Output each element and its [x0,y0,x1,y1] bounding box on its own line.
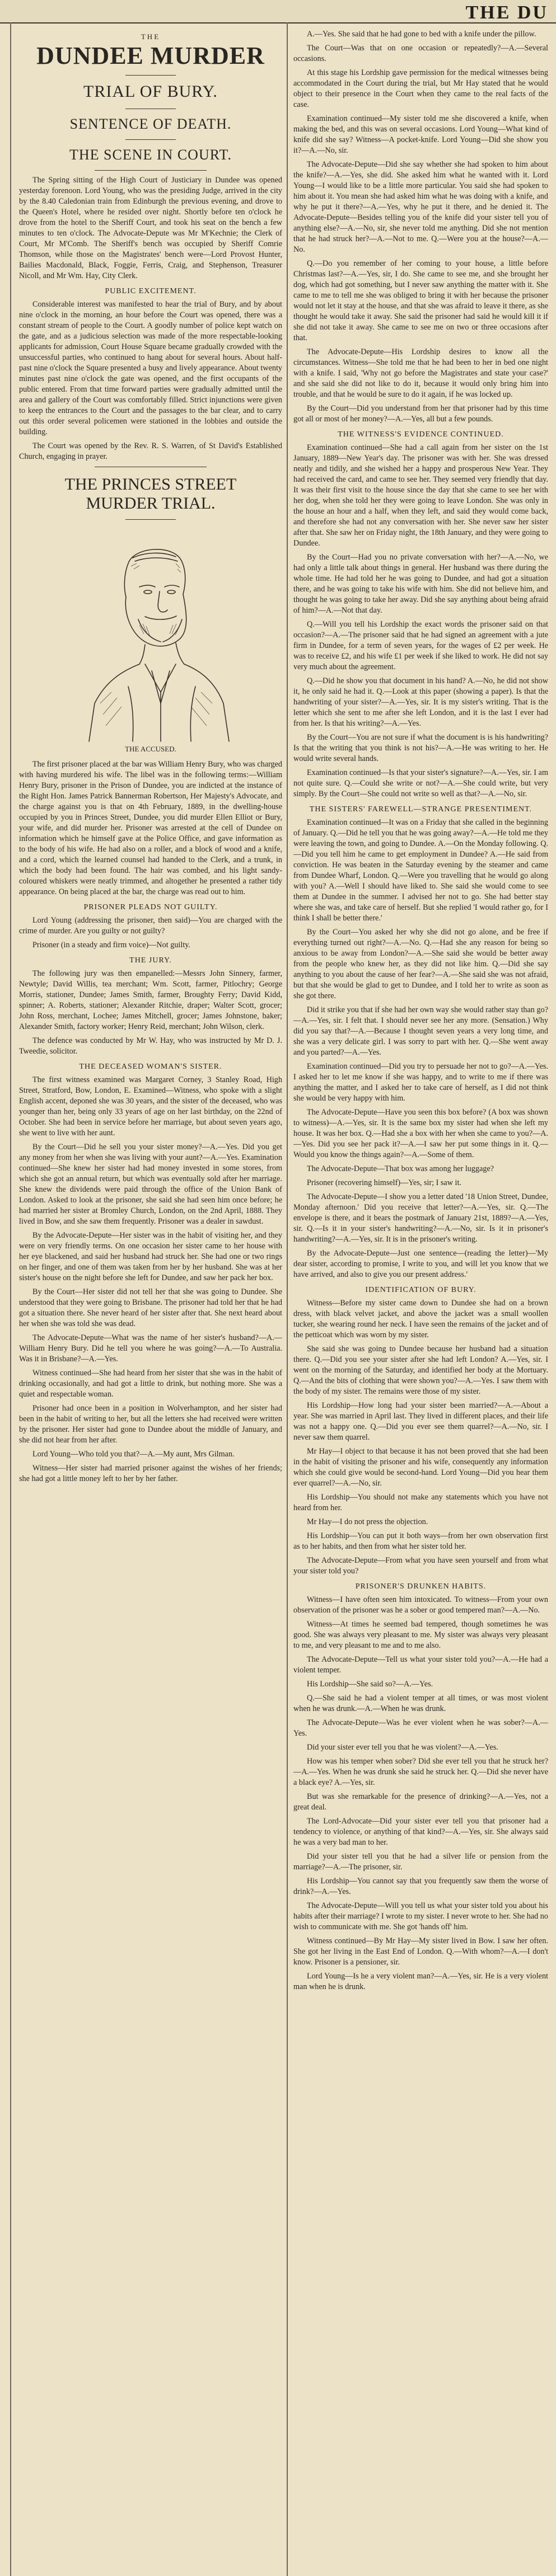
subhead-sentence: SENTENCE OF DEATH. [69,115,232,132]
body-paragraph: Did your sister tell you that he had a silver life or pension from the marriage?—A.—The prisoner, sir. [293,1852,548,1872]
body-paragraph: By the Court—You asked her why she did not go alone, and be free if everything turned out right?—A.—No. Q.—Had she any reason for being so anxious to be away from London?—A.—She said she would be better away from the people who knew her, as they did not like him. Q.—Did she say anything to you about the cause of her fear?—A.—She said she was not afraid, but that she would be glad to get to Dundee, and I told her to write as soon as she got there. [293,928,548,1000]
body-paragraph: The Advocate-Depute—Tell us what your sister told you?—A.—He had a violent temper. [293,1655,548,1675]
section-heading: IDENTIFICATION OF BURY. [365,1286,476,1294]
body-paragraph: The following jury was then empanelled:—Messrs John Sinnery, farmer, Newtyle; David Willis, tea merchant; Wm. Scott, farmer, Pitlochry; George Morris, stationer, Dundee; James Smith, farmer, Broughty Ferry; David Kidd, spinner; A. Roberts, stationer; Alexander Ritchie, draper; Walter Scott, grocer; John Ross, merchant, Lochee; James Mitchell, grocer; James Johnstone, baker; Alexander Smith, factory worker; Henry Reid, merchant; John Wilson, clerk. [19,969,282,1031]
body-paragraph: By the Court—Had you no private conversation with her?—A.—No, we had only a little talk about things in general. Her husband was there during the whole time. He had told her he was going to Dundee, and had got a situation there, and he was going to take his wife with him. She did not believe him, and thought he was going to take her away. Did she say anything about being afraid of him?—A.—Not that day. [293,553,548,615]
masthead [0,0,556,23]
body-paragraph: The defence was conducted by Mr W. Hay, who was instructed by Mr D. J. Tweedie, solicitor. [19,1036,282,1056]
body-paragraph: The first prisoner placed at the bar was William Henry Bury, who was charged with having murdered his wife. The libel was in the following terms:—William Henry Bury, prisoner in the Prison of Dundee, you are indicted at the instance of the Right Hon. James Patrick Bannerman Robertson, Her Majesty's Advocate, and the charge against you is that on 4th February, 1889, in the dwelling-house occupied by you in Princes Street, Dundee, you did murder Ellen Elliot or Bury, your wife, and did murder her. Prisoner was arrested at the cell of Dundee on information which he himself gave at the Police Office, and gave information as to the body of his wife. He had also on a roller, and a block of wood and a knife, and a cord, which the learned counsel had handed to the Clerk, and a trunk, in which the body had been found. The hair was combed, and his light sandy-coloured whiskers were neatly trimmed, and altogether he presented a rather tidy appearance. On being placed at the bar, the charge was read out to him. [19,759,282,896]
divider [125,75,176,76]
body-paragraph: By the Court—You are not sure if what the document is is his handwriting? Is that the writing that you think is not his?—A.—He was writing to her. He would write several hands. [293,733,548,763]
body-paragraph: The Lord-Advocate—Did your sister ever tell you that prisoner had a tendency to violence, or anything of that kind?—A.—Yes, sir. She always said he was a very bad man to her. [293,1817,548,1847]
body-paragraph: Q.—Will you tell his Lordship the exact words the prisoner said on that occasion?—A.—The prisoner said that he had signed an agreement with a jute firm in Dundee, for a term of seven years, for the wages of £2 per week. He was to receive £2, and his wife £1 per week if she liked to work. He did not say very much about the agreement. [293,620,548,671]
body-paragraph: The Advocate-Depute—What was the name of her sister's husband?—A.—William Henry Bury. Did he tell you where he was going?—A.—To Australia. Was it in Brisbane?—A.—Yes. [19,1333,282,1364]
body-paragraph: By the Advocate-Depute—Just one sentence—(reading the letter)—'My dear sister, according to promise, I write to you, and will let you know that we have arrived, and also to give you our present address.' [293,1249,548,1279]
body-paragraph: The Advocate-Depute—I show you a letter dated '18 Union Street, Dundee, Monday afternoon.' Did you receive that letter?—A.—Yes, sir. Q.—The envelope is there, and it bears the postmark of January 21st, 1889?—A.—Yes, sir. Q.—Is it in your sister's handwriting?—A.—No, sir. Is it in prisoner's handwriting?—A.—Yes, sir. It is in the prisoner's writing. [293,1192,548,1244]
accused-section [19,759,282,897]
section-heading-sister: THE DECEASED WOMAN'S SISTER. [79,1062,222,1071]
trial-title-line2: MURDER TRIAL. [86,494,216,513]
body-paragraph: Examination continued—Did you try to persuade her not to go?—A.—Yes. I asked her to let me know if she was happy, and to write to me if there was anything the matter, and I asked her to take care of herself, as I did not think she would be very happy with him. [293,1062,548,1103]
body-paragraph: The Advocate-Depute—Did she say whether she had spoken to him about the knife?—A.—Yes, she did. She asked him what he wanted with it. Lord Young—I would like to be a little more particular. You said she had spoken to him about it. You mean she had asked him what he was doing with a knife, and why he put it there?—A.—Yes, why he put it there, and he denied it. The Advocate-Depute—Besides telling you of the knife did your sister tell you of anything else?—A.—No, sir, she never told me anything. Did she not mention that he had struck her?—A.—Not to me. Q.—Were you at the house?—A.—No. [293,160,548,254]
body-paragraph: By the Court—Did he sell you your sister money?—A.—Yes. Did you get any money from her when she was living with your aunt?—A.—Yes. Examination continued—She knew her sister had had money invested in some stores, from which she got an annual return, but which was eventually sold after her marriage. She knew the dividends were paid through the office of the Union Bank of London. Asked to look at the prisoner, she said she had seen him once before; he had married her sister at Bromley Church, London, on the 2nd April, 1888. They lived in Bow, and she saw them frequently. Prisoner was a dealer in sawdust. [19,1142,282,1226]
body-paragraph: Q.—She said he had a violent temper at all times, or was most violent when he was drunk.—A.—When he was drunk. [293,1694,548,1713]
body-paragraph: The first witness examined was Margaret Corney, 3 Stanley Road, High Street, Stratford, Bow, London, E. Examined—Witness, who spoke with a slight English accent, deponed she was 30 years, and the sister of the deceased, who was younger than her, being only 33 years of age on her last birthday, on the 22nd of October. She had been in service before her marriage, but about seven years ago, she went to live with her aunt. [19,1075,282,1137]
body-paragraph: His Lordship—You can put it both ways—from her own observation first as to her habits, and then from what her sister told her. [293,1531,548,1551]
sister-testimony-section [19,1075,282,1484]
body-paragraph: The Advocate-Depute—Will you tell us what your sister told you about his habits after their marriage? I wrote to my sister. I never wrote to her. She had no wish to communicate with me. She got 'hands off' him. [293,1901,548,1931]
body-paragraph: Lord Young (addressing the prisoner, then said)—You are charged with the crime of murder. Are you guilty or not guilty? [19,915,282,936]
body-paragraph: The Advocate-Depute—From what you have seen yourself and from what your sister told you? [293,1556,548,1576]
body-paragraph: Witness—Before my sister came down to Dundee she had on a brown dress, with black velvet jacket, and above the jacket was a small woollen tucker, she wearing round her neck. I have seen the remains of the jacket and of the petticoat which was worn by my sister. [293,1299,548,1339]
body-paragraph: Lord Young—Is he a very violent man?—A.—Yes, sir. He is a very violent man when he is drunk. [293,1972,548,1991]
column-rule-center [287,22,288,2576]
body-paragraph: Mr Hay—I do not press the objection. [307,1517,428,1526]
body-paragraph: How was his temper when sober? Did she ever tell you that he struck her?—A.—Yes. When he was drunk she said he struck her. Q.—Did she never have a black eye? A.—Yes, sir. [293,1757,548,1787]
body-paragraph: Witness continued—She had heard from her sister that she was in the habit of drinking occasionally, and had got a little to drink, but nothing more. She was a quiet and respectable woman. [19,1368,282,1399]
body-paragraph: But was she remarkable for the presence of drinking?—A.—Yes, not a great deal. [293,1792,548,1812]
body-paragraph: The Court was opened by the Rev. R. S. Warren, of St David's Established Church, engaging in prayer. [19,441,282,461]
body-paragraph: Did it strike you that if she had her own way she would rather stay than go?—A.—Yes, sir. I felt that. I should never see her any more. (Sensation.) Why did you say that?—A.—Because I thought seven years a very long time, and she was a very delicate girl. I was sorry to part with her. Q.—She went away and you parted?—A.—Yes. [293,1005,548,1057]
body-paragraph: The Advocate-Depute—Was he ever violent when he was sober?—A.—Yes. [293,1718,548,1738]
section-heading-plea: PRISONER PLEADS NOT GUILTY. [83,902,218,911]
body-paragraph: Prisoner (in a steady and firm voice)—Not guilty. [32,940,190,949]
body-paragraph: His Lordship—She said so?—A.—Yes. [307,1680,433,1689]
section-heading-jury: THE JURY. [129,956,172,965]
body-paragraph: She said she was going to Dundee because her husband had a situation there. Q.—Did you see your sister after she had left London? A.—Yes, sir. I went on the morning of the Saturday, and identified her body at the Mortuary. Q.—And the bits of clothing that were shown you?—A.—Yes. I saw them with the body of my sister. The remains were those of my sister. [293,1345,548,1396]
plea-section [19,915,282,951]
body-paragraph: Examination continued—She had a call again from her sister on the 1st January, 1889—New Year's day. The prisoner was with her. She was dressed neatly and tidily, and she wished her a happy and prosperous New Year. They had received the card, and came to see her. They seemed very friendly that day. It was their first visit to the house since the day that she came to see her with her dog, when she told her they were going to leave London. She was only in the house an hour and a half, when they left, and said they would come back, and therefore she had not any conversation with her. She never saw her sister after that. She saw her on Friday night, the 18th January, and they were going to Dundee. [293,443,548,548]
masthead-title: THE DU [465,2,548,23]
divider [125,139,176,140]
body-paragraph: By the Court—Did you understand from her that prisoner had by this time got all or most of her money?—A.—Yes, all but a few pounds. [293,404,548,424]
body-paragraph: Q.—Did he show you that document in his hand? A.—No, he did not show it, he only said he had it. Q.—Look at this paper (showing a paper). Is that the handwriting of your sister?—A.—Yes, sir. It is my sister's writing. That is the letter which she sent to me after she left London, and it is the last I ever had from her. Is that his writing?—A.—Yes. [293,676,548,728]
divider [95,170,207,171]
body-paragraph: By the Advocate-Depute—Her sister was in the habit of visiting her, and they were on very friendly terms. On one occasion her sister came to her house with her eye blackened, and said her husband had struck her. She had one or two rings on her finger, and one of them was taken from her by her husband. She was at her sister's house on the night before she left for Dundee, and saw her pack her box. [19,1230,282,1282]
section-heading: THE SISTERS' FAREWELL—STRANGE PRESENTIMENT. [309,805,532,814]
body-paragraph: Did your sister ever tell you that he was violent?—A.—Yes. [307,1743,498,1752]
right-column [293,29,548,2569]
body-paragraph: The Advocate-Depute—That box was among her luggage? [307,1164,494,1173]
body-paragraph: A.—Yes. She said that he had gone to bed with a knife under the pillow. [307,30,536,39]
body-paragraph: The Court—Was that on one occasion or repeatedly?—A.—Several occasions. [293,44,548,63]
body-paragraph: Examination continued—My sister told me she discovered a knife, when making the bed, and this was on several occasions. Lord Young—What kind of knife did she say? Witness—A pocket-knife. Lord Young—Did she show you it?—A.—No, sir. [293,114,548,155]
body-paragraph: His Lordship—You should not make any statements which you have not heard from her. [293,1493,548,1512]
divider [125,519,176,520]
intro-section [19,175,282,281]
body-paragraph: The Advocate-Depute—His Lordship desires to know all the circumstances. Witness—She told me that he had been to her in bed one night with a knife. I said, 'Why not go before the Magistrates and state your case?' and she said she did not like to do it, because it would only bring him into trouble, and that he would be sure to do it again, if he was locked up. [293,347,548,399]
headline-article: THE [141,32,161,41]
body-paragraph: Considerable interest was manifested to hear the trial of Bury, and by about nine o'clock in the morning, an hour before the Court was opened, there was a constant stream of people to the Court. A goodly number of police kept watch on the gate, and as a judicious selection was made of the more respectable-looking applicants for admission, Court House Square became gradually crowded with the unsuccessful parties, who continued to hang about for several hours. About half-past nine o'clock the Square presented a busy and lively appearance. About twenty minutes past nine o'clock the gate was opened, and the first occupants of the public entered. From that time forward parties were gradually admitted until the area and gallery of the Court was comfortably filled. Strict injunctions were given to keep the entrances to the Court and the passages to the bar clear, and to carry out this order several policemen were stationed in the lobbies and outside the building. [19,299,282,436]
subhead-scene: THE SCENE IN COURT. [69,146,232,163]
body-paragraph: At this stage his Lordship gave permission for the medical witnesses being accommodated in the Court during the trial, but Mr Hay stated that he would object to their presence in the Court when they came to the real facts of the case. [293,68,548,109]
section-heading: PRISONER'S DRUNKEN HABITS. [355,1582,487,1591]
body-paragraph: Lord Young—Who told you that?—A.—My aunt, Mrs Gilman. [32,1449,235,1459]
column-rule-left [10,22,11,2576]
headline: DUNDEE MURDER [36,42,265,69]
body-paragraph: The Spring sitting of the High Court of Justiciary in Dundee was opened yesterday forenoon. Lord Young, who was the presiding Judge, arrived in the city by the 8.40 Caledonian train from Edinburgh the previous evening, and drove to the Queen's Hotel, where he resided over night. Shortly before ten o'clock he drove from the hotel to the Sheriff Court, and took his seat on the bench a few minutes to ten o'clock. The Advocate-Depute was Mr M'Kechnie; the Clerk of Court, Mr M'Comb. The Sheriff's bench was occupied by Sheriff Comrie Thomson, while those on the Magistrates' bench were—Lord Provost Hunter, Bailies Macdonald, Black, Foggie, Ferris, Craig, and Stephenson, Treasurer Nicoll, and Mr Wm. Hay, City Clerk. [19,175,282,280]
body-paragraph: His Lordship—You cannot say that you frequently saw them the worse of drink?—A.—Yes. [293,1877,548,1896]
body-paragraph: Witness—At times he seemed bad tempered, though sometimes he was good. She was always very pleasant to me. My sister was always very pleasant to me, and very pleasant to me and to me also. [293,1620,548,1650]
body-paragraph: His Lordship—How long had your sister been married?—A.—About a year. She was married in April last. They lived in different places, and their life was not a happy one. Q.—Did you ever see them quarrel?—A.—No, sir. I never saw them quarrel. [293,1401,548,1442]
left-column [19,29,282,2569]
body-paragraph: By the Court—Her sister did not tell her that she was going to Dundee. She understood that they were going to Brisbane. The prisoner had told her that he had got a situation there. She never heard of her sister after that. She next heard about her when she was told she was dead. [19,1287,282,1328]
section-heading-public: PUBLIC EXCITEMENT. [105,286,197,295]
body-paragraph: Prisoner had once been in a position in Wolverhampton, and her sister had been in the habit of writing to her, but all the letters she had received were written by the prisoner. Her sister had gone to Dundee about the middle of January, and she did not hear from her after. [19,1403,282,1445]
body-paragraph: Examination continued—Is that your sister's signature?—A.—Yes, sir. I am not quite sure. Q.—Could she write or not?—A.—She could write, but very simply. By the Court—She could not write so well as that?—A.—No, sir. [293,768,548,798]
trial-title-line1: THE PRINCES STREET [64,474,237,493]
public-section [19,299,282,462]
accused-portrait-illustration [61,524,240,742]
body-paragraph: Prisoner (recovering himself)—Yes, sir; I saw it. [307,1178,461,1187]
testimony-continued-section [293,29,548,1992]
subhead-trial: TRIAL OF BURY. [83,82,218,101]
body-paragraph: Witness—Her sister had married prisoner against the wishes of her friends; she had got a little money left to her by her father. [19,1463,282,1483]
body-paragraph: The Advocate-Depute—Have you seen this box before? (A box was shown to witness)—A.—Yes, sir. It is the same box my sister had when she left my house. It was her box. Q.—Had she a box with her when she came to you?—A.—Yes. Did you see her pack it?—A.—I saw her put some things in it. Q.—Would you know the things again?—A.—Some of them. [293,1108,548,1159]
body-paragraph: Witness—I have often seen him intoxicated. To witness—From your own observation of the prisoner was he a sober or good tempered man?—A.—No. [293,1595,548,1615]
trial-title [19,475,282,514]
body-paragraph: Witness continued—By Mr Hay—My sister lived in Bow. I saw her often. She got her living in the East End of London. Q.—With whom?—A.—I don't know. Prisoner is a pensioner, sir. [293,1936,548,1967]
section-heading: THE WITNESS'S EVIDENCE CONTINUED. [338,430,504,439]
body-paragraph: Examination continued—It was on a Friday that she called in the beginning of January. Q.—Did he tell you that he was going away?—A.—He told me they were leaving the town, and going to Dundee. A.—On the Monday following. Q.—Did you tell him he came to get employment in Dundee? A.—He said from conviction. He was beaten in the Saturday evening by the steamer and came from Dundee Wharf, London. Q.—Were you travelling that he would go along with you? A.—Well I should have liked to. She said she would come to see them at Dundee in the summer. I advised her not to go. She had better stay where she was, and take care of herself. But she replied 'I would rather go, for I think I shall be better there.' [293,818,548,923]
jury-section [19,969,282,1057]
body-paragraph: Mr Hay—I object to that because it has not been proved that she had been in the habit of visiting the prisoner and his wife, consequently any information which she could give would be second-hand. Lord Young—Did you hear them ever quarrel?—A.—No, sir. [293,1447,548,1488]
portrait-caption: THE ACCUSED. [125,744,176,753]
body-paragraph: Q.—Do you remember of her coming to your house, a little before Christmas last?—A.—Yes, sir, I do. She came to see me, and she brought her dog, which had got something, but I never saw anything the matter with it. She came to me to tell me she was obliged to bring it with her because the prisoner would not let it stay at the house, and that she was afraid to leave it there, as she thought he would take it away. She said the prisoner had said he would kill it if she did not take it away. She came to see me on two or three occasions after that. [293,259,548,342]
